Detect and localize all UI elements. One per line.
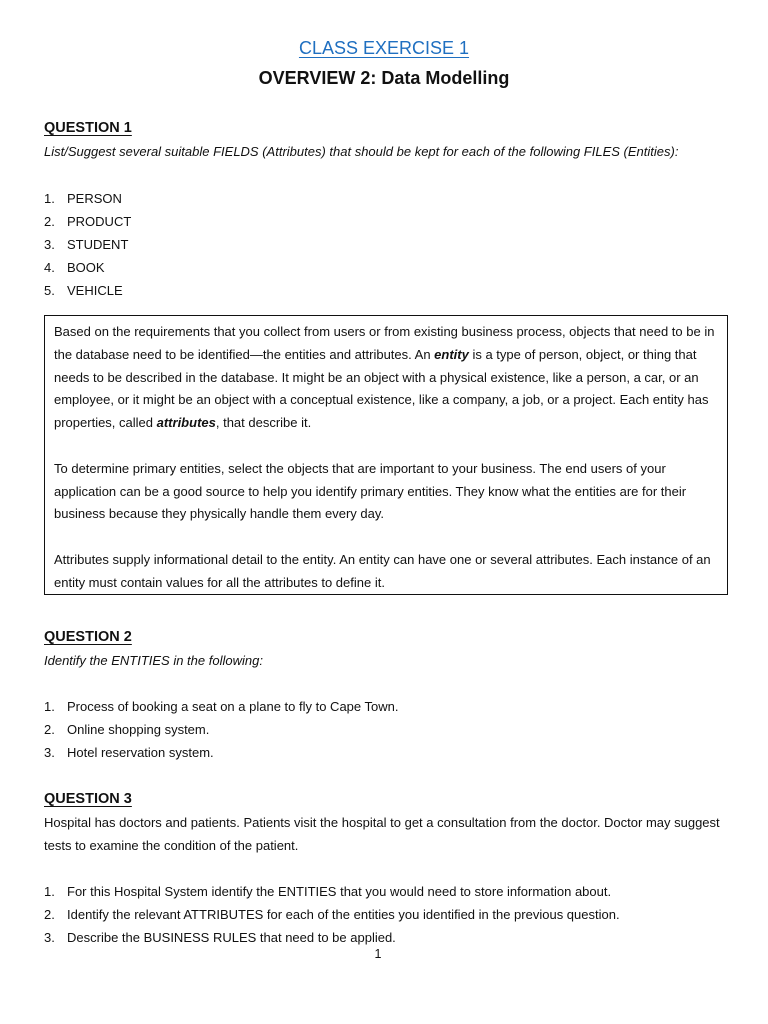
- question-1-list: [44, 187, 734, 302]
- list-text: BOOK: [67, 260, 105, 275]
- paragraph-text: , that describe it.: [215, 415, 312, 431]
- list-item: [44, 187, 734, 210]
- list-number: 3.: [44, 237, 55, 252]
- list-text: Hotel reservation system.: [67, 745, 214, 760]
- list-number: 2.: [44, 907, 55, 922]
- list-text: VEHICLE: [67, 283, 123, 298]
- list-item: [44, 880, 734, 903]
- paragraph-text: Based on the requirements that you collect from users or from existing business process, objects that need to be in the database need to be identified—the entities and attributes. An: [54, 324, 715, 362]
- document-subtitle: OVERVIEW 2: Data Modelling: [258, 68, 510, 88]
- paragraph-text: is a type of person, object, or thing that needs to be described in the database. It might be an object with a physical existence, like a person, a car, or an employee, or it might be an object with a conceptual existence, like a company, a job, or a project. Each entity has properties, called: [54, 346, 709, 431]
- list-item: [44, 256, 734, 279]
- list-text: For this Hospital System identify the ENTITIES that you would need to store information about.: [67, 884, 612, 899]
- list-item: [44, 718, 734, 741]
- question-2-section: [44, 626, 734, 673]
- document-title: CLASS EXERCISE 1: [298, 38, 470, 58]
- list-number: 3.: [44, 930, 55, 945]
- question-1-section: [44, 117, 734, 164]
- entity-definition-paragraph: [54, 321, 718, 435]
- list-text: Describe the BUSINESS RULES that need to be applied.: [67, 930, 396, 945]
- attributes-term: attributes: [156, 415, 216, 431]
- list-item: [44, 210, 734, 233]
- entity-definition-box: [44, 315, 728, 595]
- list-number: 1.: [44, 191, 55, 206]
- list-number: 1.: [44, 699, 55, 714]
- list-number: 1.: [44, 884, 55, 899]
- question-3-heading: QUESTION 3: [44, 791, 132, 807]
- question-3-scenario: Hospital has doctors and patients. Patients visit the hospital to get a consultation from the doctor. Doctor may suggest tests to examine the condition of the patient.: [44, 815, 720, 853]
- question-1-instruction: List/Suggest several suitable FIELDS (Attributes) that should be kept for each of the following FILES (Entities):: [44, 144, 679, 159]
- list-text: Online shopping system.: [67, 722, 210, 737]
- question-1-heading: QUESTION 1: [44, 120, 132, 136]
- list-item: [44, 695, 734, 718]
- list-text: PERSON: [67, 191, 122, 206]
- list-text: Process of booking a seat on a plane to fly to Cape Town.: [67, 699, 399, 714]
- list-number: 4.: [44, 260, 55, 275]
- list-number: 2.: [44, 722, 55, 737]
- entity-term: entity: [434, 346, 469, 362]
- question-2-heading: QUESTION 2: [44, 629, 132, 645]
- attributes-paragraph: Attributes supply informational detail to the entity. An entity can have one or several attributes. Each instance of an entity must contain values for all the attributes to define it.: [54, 551, 711, 590]
- list-item: [44, 741, 734, 764]
- question-3-section: [44, 788, 734, 857]
- list-item: [44, 279, 734, 302]
- list-number: 3.: [44, 745, 55, 760]
- question-2-list: [44, 695, 734, 764]
- list-item: [44, 903, 734, 926]
- primary-entities-paragraph: To determine primary entities, select the objects that are important to your business. The end users of your application can be a good source to help you identify primary entities. They know what the entities are for their business because they physically handle them every day.: [54, 460, 687, 522]
- list-text: PRODUCT: [67, 214, 132, 229]
- question-2-instruction: Identify the ENTITIES in the following:: [44, 653, 263, 668]
- list-number: 5.: [44, 283, 55, 298]
- list-text: Identify the relevant ATTRIBUTES for each of the entities you identified in the previous question.: [67, 907, 620, 922]
- question-3-list: [44, 880, 734, 949]
- list-number: 2.: [44, 214, 55, 229]
- list-text: STUDENT: [67, 237, 129, 252]
- page-number: 1: [374, 947, 382, 961]
- list-item: [44, 233, 734, 256]
